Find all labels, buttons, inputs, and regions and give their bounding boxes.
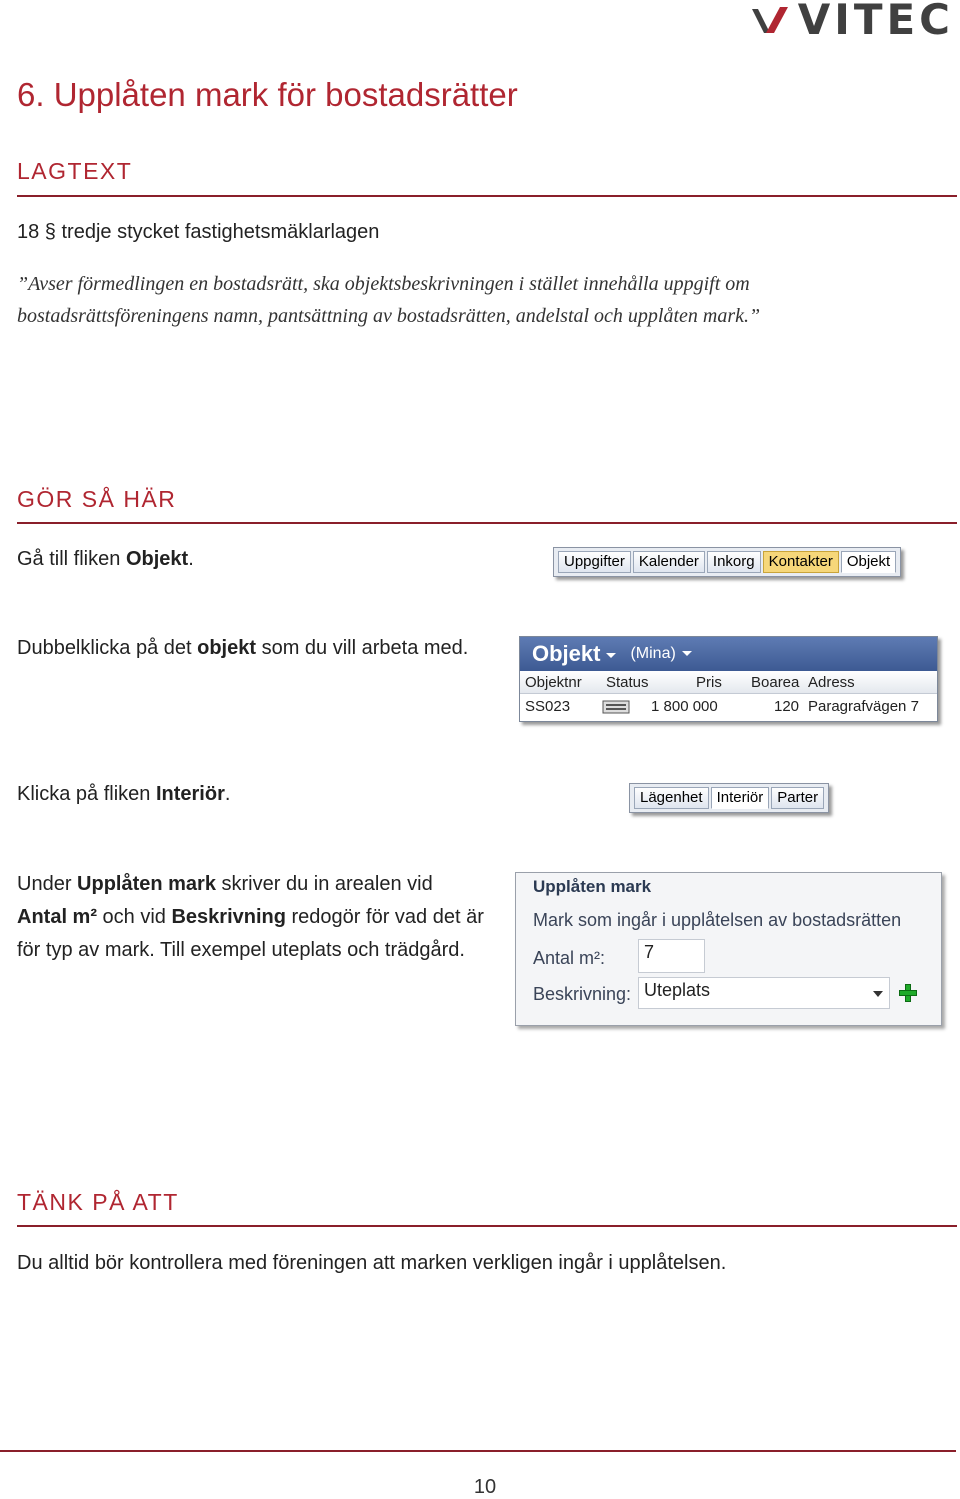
chevron-down-icon — [873, 991, 883, 997]
main-tab-strip — [553, 547, 901, 577]
heading-gor-sa-har: GÖR SÅ HÄR — [17, 486, 177, 512]
law-quote: ”Avser förmedlingen en bostadsrätt, ska objektsbeskrivningen i stället innehålla uppgift om bostadsrättsföreningens namn, pantsättning av bostadsrätten, andelstal och upplåten mark.” — [17, 273, 761, 327]
col-objektnr[interactable]: Objektnr — [525, 674, 582, 691]
tab-kontakter[interactable]: Kontakter — [763, 551, 839, 573]
tab-parter[interactable]: Parter — [771, 787, 824, 809]
beskrivning-select[interactable] — [638, 977, 890, 1009]
cell-objektnr: SS023 — [525, 698, 571, 715]
filter-dropdown[interactable]: (Mina) — [630, 645, 691, 663]
antal-input[interactable]: 7 — [638, 939, 705, 973]
divider — [17, 522, 957, 524]
beskrivning-label: Beskrivning: — [533, 984, 632, 1004]
antal-label: Antal m²: — [533, 948, 606, 968]
tab-uppgifter[interactable]: Uppgifter — [558, 551, 631, 573]
page-number: 10 — [473, 1476, 497, 1498]
cell-adress: Paragrafvägen 7 — [808, 698, 919, 715]
step-2: Dubbelklicka på det objekt som du vill arbeta med. — [17, 637, 469, 659]
tab-kalender[interactable]: Kalender — [633, 551, 705, 573]
col-boarea[interactable]: Boarea — [751, 674, 800, 691]
col-status[interactable]: Status — [606, 674, 649, 691]
page-title: 6. Upplåten mark för bostadsrätter — [17, 76, 518, 113]
step-4: Under Upplåten mark skriver du in arealen vid Antal m² och vid Beskrivning redogör för vad det är för typ av mark. Till exempel uteplats och trädgård. — [17, 873, 484, 961]
chevron-down-icon — [606, 653, 616, 658]
tab-inkorg[interactable]: Inkorg — [707, 551, 761, 573]
sub-tab-strip — [629, 783, 829, 813]
step-1: Gå till fliken Objekt. — [17, 548, 194, 570]
law-reference: 18 § tredje stycket fastighetsmäklarlagen — [17, 221, 380, 243]
cell-boarea: 120 — [774, 698, 800, 715]
upplaten-mark-panel — [515, 872, 942, 1026]
heading-tank-pa-att: TÄNK PÅ ATT — [17, 1189, 179, 1215]
vitec-logo — [750, 0, 954, 44]
mark-panel-subtitle: Mark som ingår i upplåtelsen av bostadsrätten — [533, 910, 902, 930]
logo-text: VITEC — [797, 0, 954, 44]
objekt-panel-header — [520, 637, 937, 671]
status-icon — [602, 697, 630, 719]
step-3: Klicka på fliken Interiör. — [17, 783, 231, 805]
tab-lagenhet[interactable]: Lägenhet — [634, 787, 709, 809]
heading-lagtext: LAGTEXT — [17, 158, 133, 184]
divider — [17, 1225, 957, 1227]
footer-divider — [0, 1450, 956, 1452]
tab-objekt[interactable]: Objekt — [841, 551, 896, 573]
tip-text: Du alltid bör kontrollera med föreningen att marken verkligen ingår i upplåtelsen. — [17, 1252, 727, 1274]
column-headers — [520, 671, 937, 694]
beskrivning-value: Uteplats — [644, 980, 711, 1000]
add-icon[interactable] — [899, 984, 917, 1002]
table-row[interactable] — [520, 695, 937, 719]
mark-panel-title: Upplåten mark — [533, 877, 652, 896]
cell-pris: 1 800 000 — [651, 698, 718, 715]
tab-interior[interactable]: Interiör — [711, 787, 770, 809]
objekt-dropdown[interactable]: Objekt — [532, 641, 616, 667]
col-pris[interactable]: Pris — [696, 674, 722, 691]
divider — [17, 195, 957, 197]
objekt-list-panel — [519, 636, 938, 722]
col-adress[interactable]: Adress — [808, 674, 855, 691]
chevron-down-icon — [682, 651, 692, 656]
vitec-mark-icon — [750, 3, 790, 37]
